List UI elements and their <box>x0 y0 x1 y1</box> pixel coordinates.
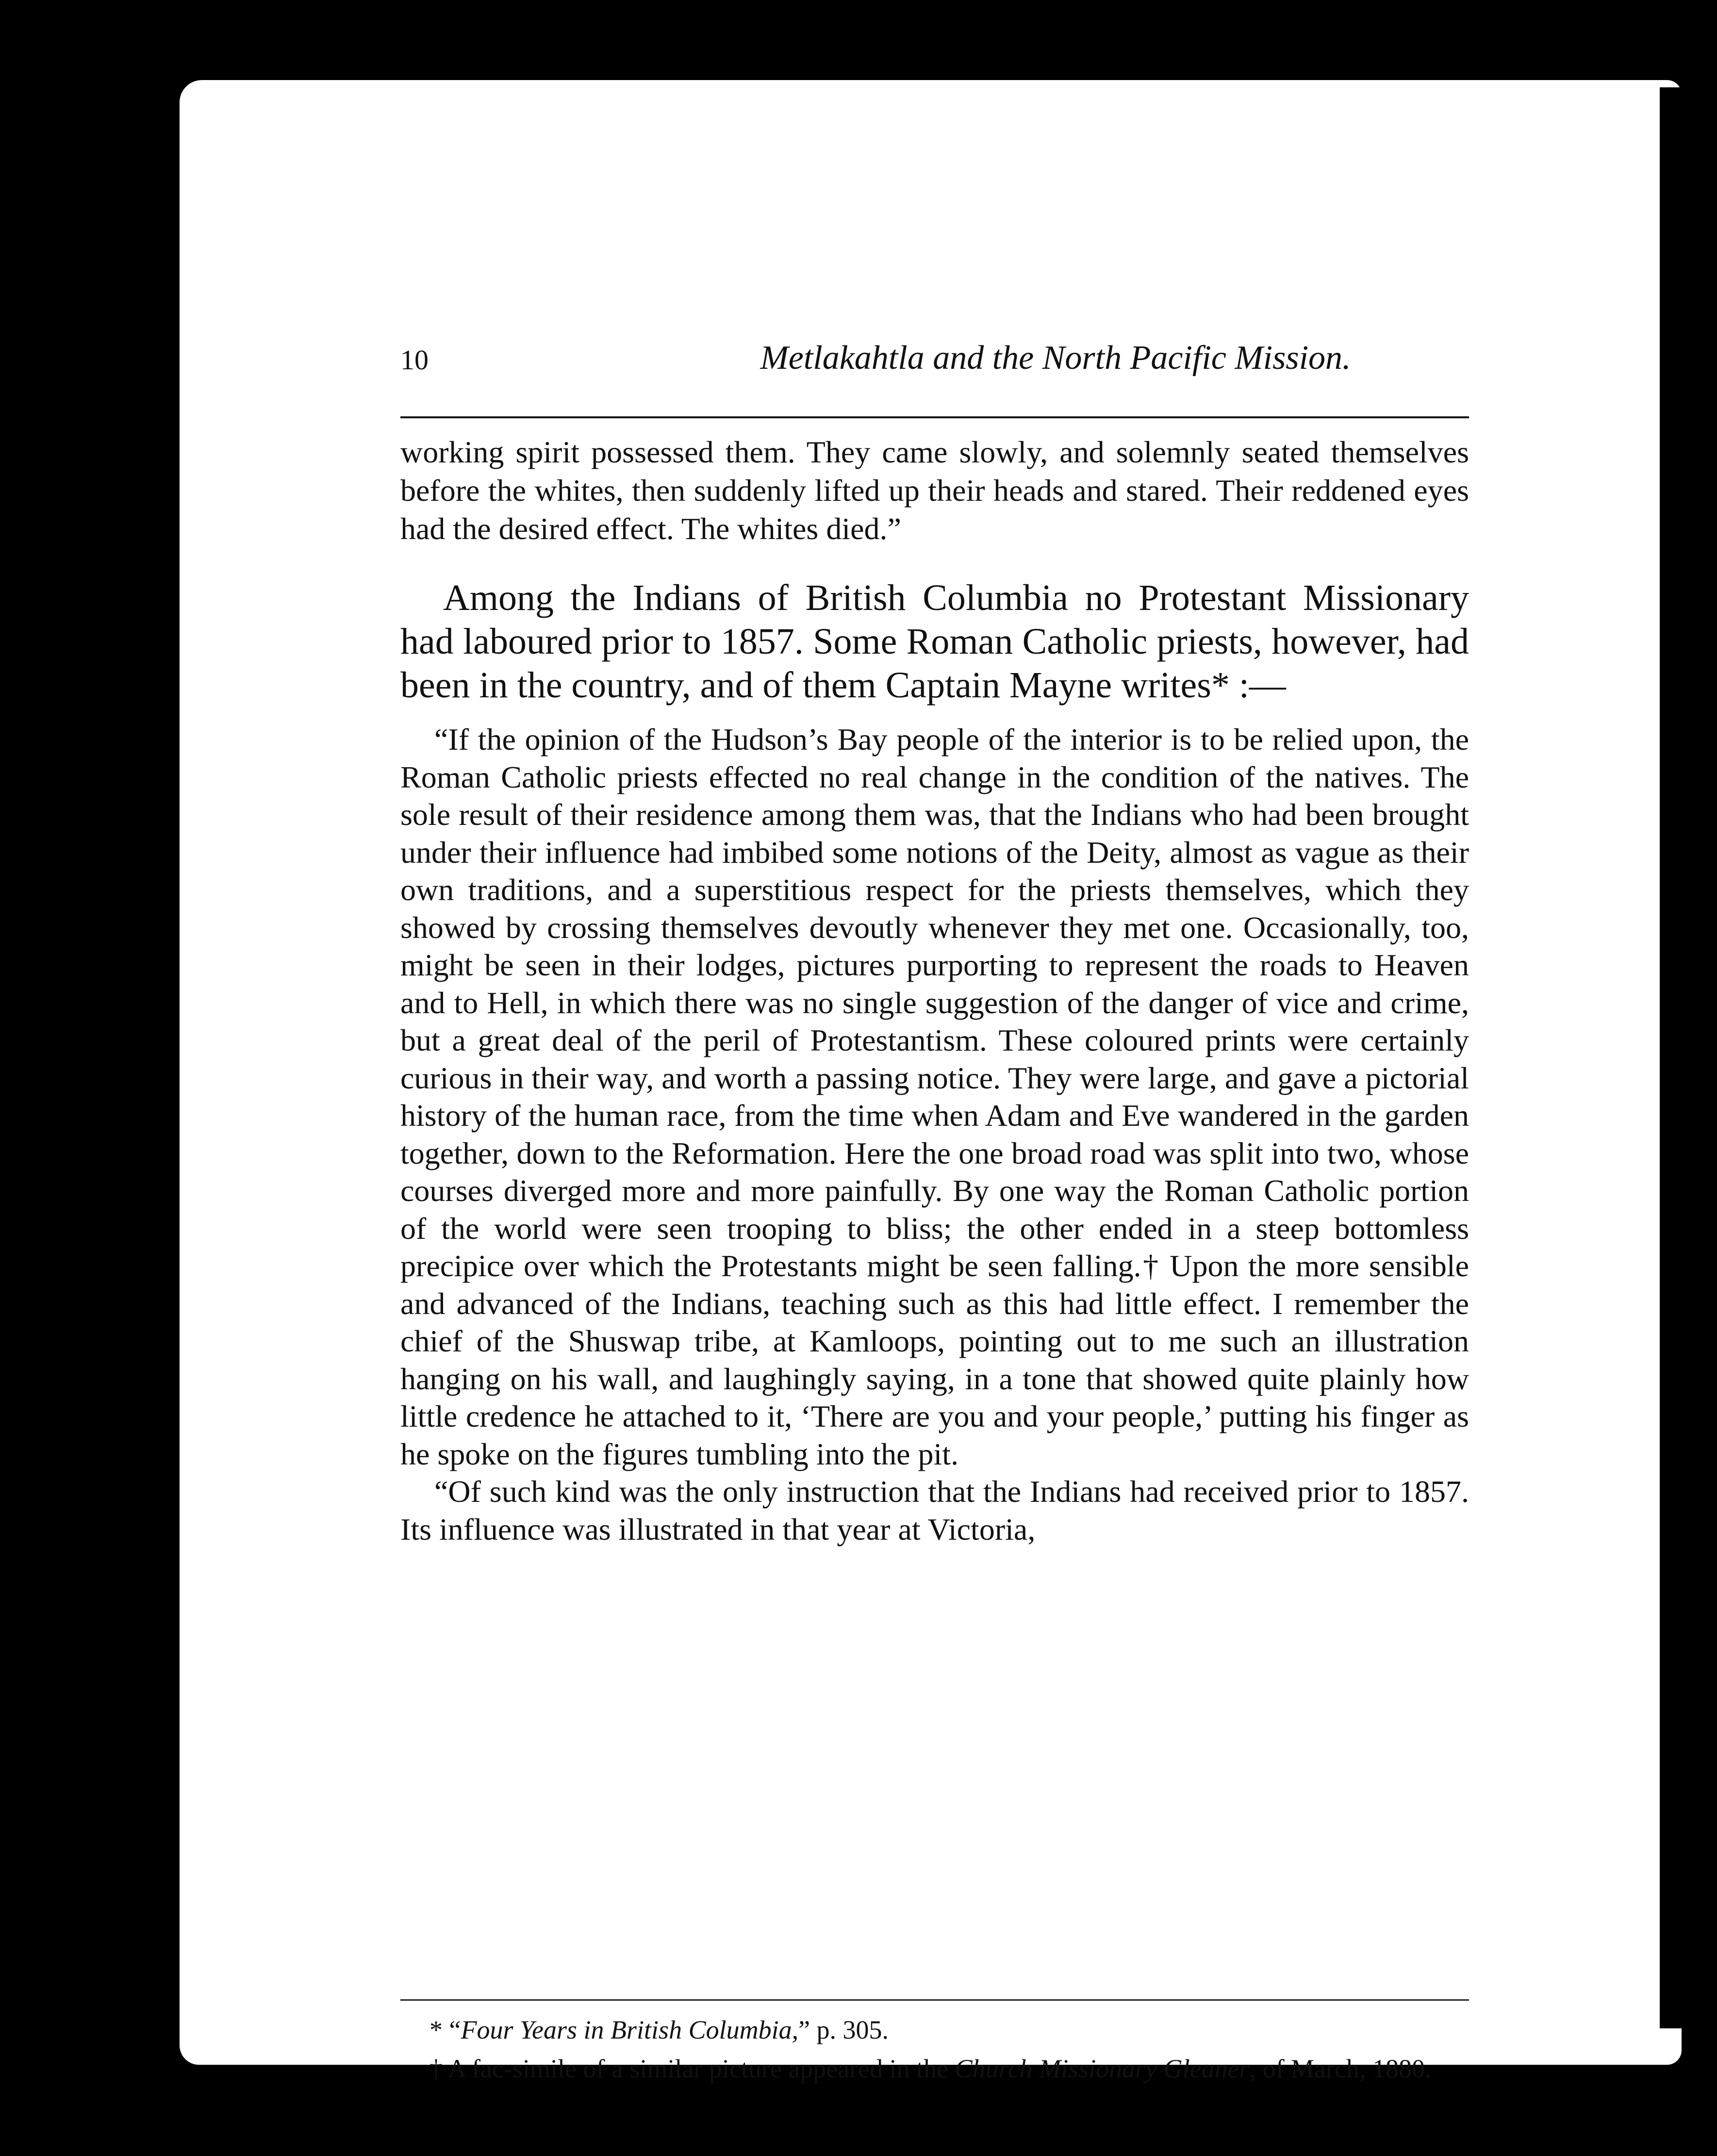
paragraph-2: Among the Indians of British Columbia no Protestant Missionary had laboured prior to 1857. Some Roman Catholic priests, however, had been in the country, and of them Captain Mayne writes* :— <box>400 577 1469 706</box>
quotation-paragraph-1: “If the opinion of the Hudson’s Bay people of the interior is to be relied upon, the Roman Catholic priests effected no real change in the condition of the natives. The sole result of their residence among them was, that the Indians who had been brought under their influence had imbibed some notions of the Deity, almost as vague as their own traditions, and a superstitious respect for the priests themselves, which they showed by crossing themselves devoutly whenever they met one. Occasionally, too, might be seen in their lodges, pictures purporting to represent the roads to Heaven and to Hell, in which there was no single suggestion of the danger of vice and crime, but a great deal of the peril of Protestantism. These coloured prints were certainly curious in their way, and worth a passing notice. They were large, and gave a pictorial history of the human race, from the time when Adam and Eve wandered in the garden together, down to the Reformation. Here the one broad road was split into two, whose courses diverged more and more painfully. By one way the Roman Catholic portion of the world were seen trooping to bliss; the other ended in a steep bottomless precipice over which the Protestants might be seen falling.† Upon the more sensible and advanced of the Indians, teaching such as this had little effect. I remember the chief of the Shuswap tribe, at Kamloops, pointing out to me such an illustration hanging on his wall, and laughingly saying, in a tone that showed quite plainly how little credence he attached to it, ‘There are you and your people,’ putting his finger as he spoke on the figures tumbling into the pit. <box>400 722 1469 1471</box>
footnotes <box>400 2014 1469 2091</box>
footnote-2 <box>400 2053 1469 2085</box>
footnote-1-title: Four Years in British Columbia, <box>461 2015 799 2044</box>
footnote-1-rest: ” p. 305. <box>798 2015 889 2044</box>
body-text <box>400 433 1469 1548</box>
book-page <box>180 80 1682 2083</box>
footnote-1-marker: * “ <box>429 2015 461 2044</box>
running-title: Metlakahtla and the North Pacific Mission. <box>760 339 1351 377</box>
footnote-2-title: Church Missionary Gleaner <box>955 2054 1250 2083</box>
quotation-paragraph-2: “Of such kind was the only instruction that the Indians had received prior to 1857. Its influence was illustrated in that year at Victoria, <box>400 1474 1469 1547</box>
scan-edge-shadow <box>1660 87 1717 2028</box>
header-rule <box>400 416 1469 418</box>
footnote-2-marker: † A fac-simile of a similar picture appeared in the <box>429 2054 955 2083</box>
footnote-2-rest: , of March, 1880. <box>1249 2054 1432 2083</box>
paragraph-1: working spirit possessed them. They came slowly, and solemnly seated themselves before the whites, then suddenly lifted up their heads and stared. Their reddened eyes had the desired effect. The whites died.” <box>400 435 1469 546</box>
footnote-1 <box>400 2014 1469 2046</box>
page-number: 10 <box>400 344 429 376</box>
footnote-rule <box>400 1999 1469 2001</box>
